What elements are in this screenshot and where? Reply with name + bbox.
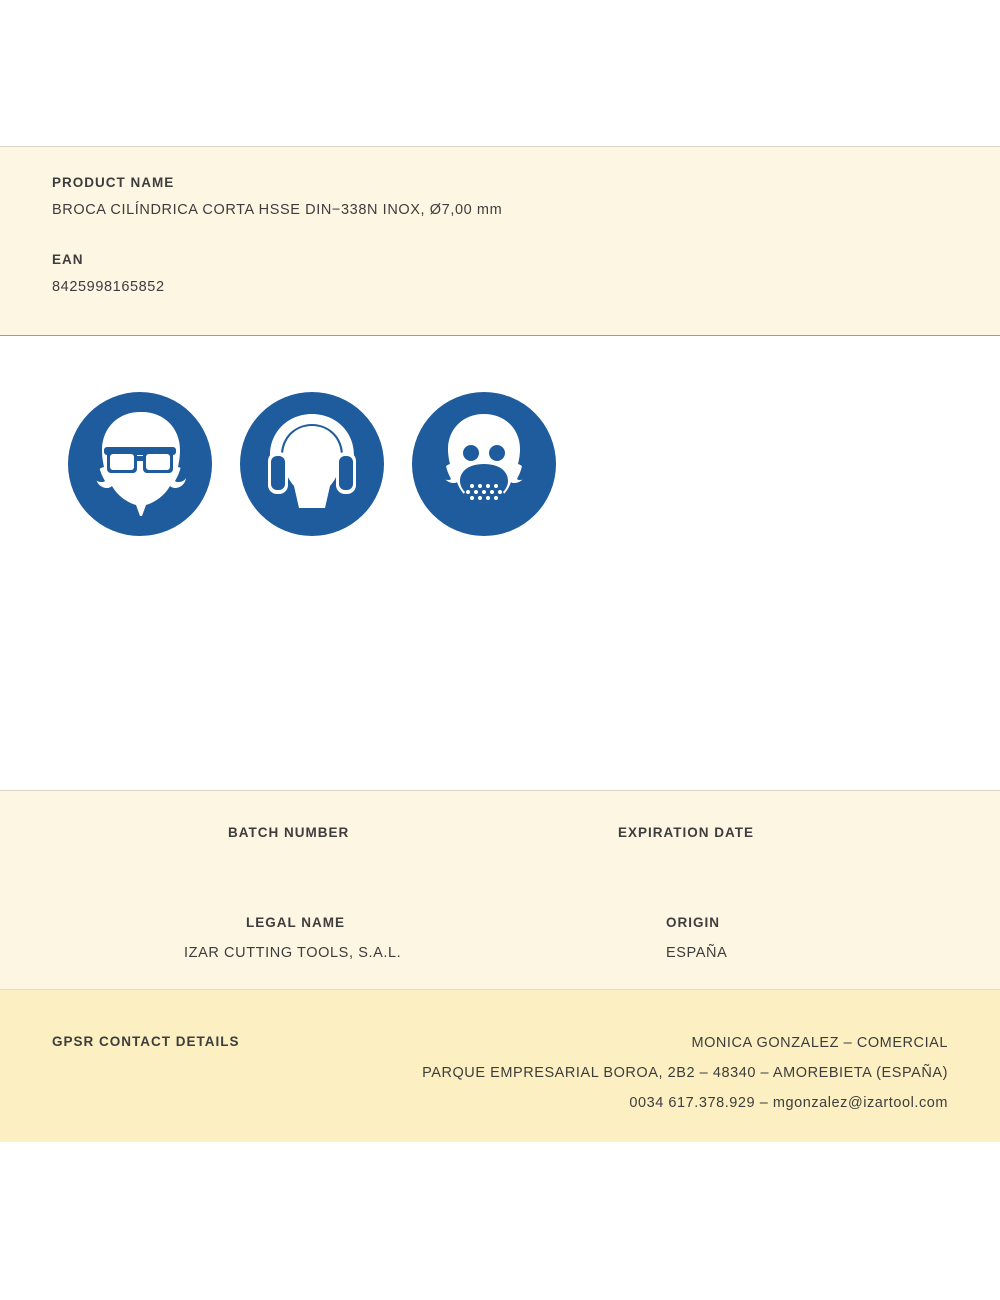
- product-name-label: PRODUCT NAME: [52, 175, 175, 190]
- gpsr-contact-label: GPSR CONTACT DETAILS: [52, 1034, 240, 1049]
- ean-label: EAN: [52, 252, 84, 267]
- gpsr-contact-lines: [422, 1028, 948, 1118]
- batch-number-label: BATCH NUMBER: [228, 825, 350, 840]
- batch-legal-band: [0, 790, 1000, 990]
- legal-name-value: IZAR CUTTING TOOLS, S.A.L.: [184, 945, 402, 961]
- info-grid: [0, 791, 1000, 989]
- product-info-inner: [0, 147, 1000, 295]
- spacer: [52, 218, 1000, 252]
- legal-name-label: LEGAL NAME: [246, 915, 346, 930]
- product-name-value: BROCA CILÍNDRICA CORTA HSSE DIN−338N INOX, Ø7,00 mm: [52, 202, 503, 218]
- ean-value: 8425998165852: [52, 279, 165, 295]
- ear-protection-icon: [238, 390, 386, 538]
- gpsr-contact-line-2: PARQUE EMPRESARIAL BOROA, 2B2 – 48340 – AMOREBIETA (ESPAÑA): [422, 1065, 948, 1081]
- gpsr-contact-band: [0, 990, 1000, 1142]
- expiration-date-label: EXPIRATION DATE: [618, 825, 755, 840]
- pictogram-row: [66, 390, 558, 538]
- gpsr-contact-line-3: 0034 617.378.929 – mgonzalez@izartool.com: [629, 1095, 948, 1111]
- eye-protection-icon: [66, 390, 214, 538]
- product-info-band: [0, 146, 1000, 336]
- origin-label: ORIGIN: [666, 915, 721, 930]
- gpsr-contact-line-1: MONICA GONZALEZ – COMERCIAL: [691, 1035, 948, 1051]
- respiratory-protection-icon: [410, 390, 558, 538]
- origin-value: ESPAÑA: [666, 945, 728, 961]
